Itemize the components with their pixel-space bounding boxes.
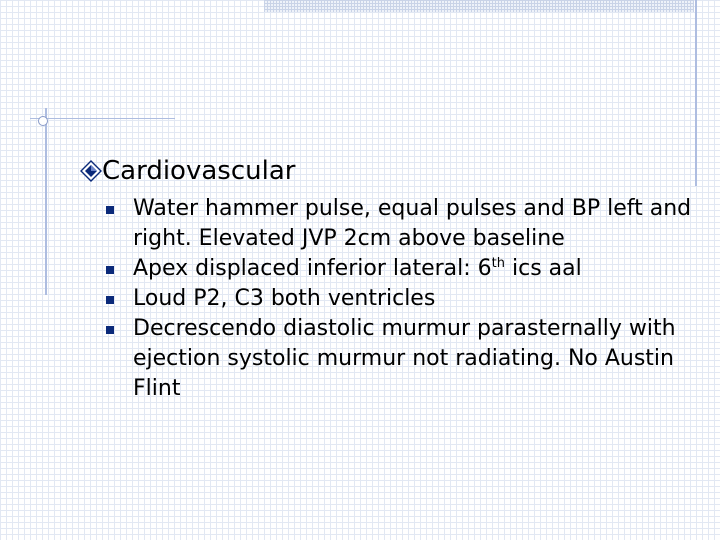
square-bullet-icon bbox=[106, 206, 114, 214]
superscript-ordinal: th bbox=[491, 256, 505, 271]
bullet-item bbox=[106, 194, 696, 254]
decorative-circle-icon bbox=[38, 116, 48, 126]
bullet-text: Decrescendo diastolic murmur parasternally with ejection systolic murmur not radiating. No Austin Flint bbox=[133, 316, 676, 401]
square-bullet-icon bbox=[106, 266, 114, 274]
bullet-item bbox=[106, 254, 696, 284]
slide-title: Cardiovascular bbox=[102, 156, 296, 186]
bullet-text bbox=[133, 254, 693, 284]
diamond-icon bbox=[80, 160, 102, 182]
title-row bbox=[80, 153, 295, 189]
bullet-text: Loud P2, C3 both ventricles bbox=[133, 286, 436, 311]
square-bullet-icon bbox=[106, 326, 114, 334]
decorative-top-band bbox=[264, 0, 694, 12]
bullet-text-part: ics aal bbox=[505, 256, 582, 281]
decorative-horizontal-rule bbox=[30, 118, 175, 119]
bullet-item bbox=[106, 314, 696, 404]
square-bullet-icon bbox=[106, 296, 114, 304]
bullet-text: Water hammer pulse, equal pulses and BP left and right. Elevated JVP 2cm above baseline bbox=[133, 196, 692, 251]
decorative-left-rule bbox=[45, 108, 47, 295]
bullet-text-part: Apex displaced inferior lateral: 6 bbox=[133, 256, 492, 281]
bullet-list bbox=[106, 194, 696, 404]
bullet-item bbox=[106, 284, 696, 314]
decorative-right-rule bbox=[695, 0, 697, 186]
